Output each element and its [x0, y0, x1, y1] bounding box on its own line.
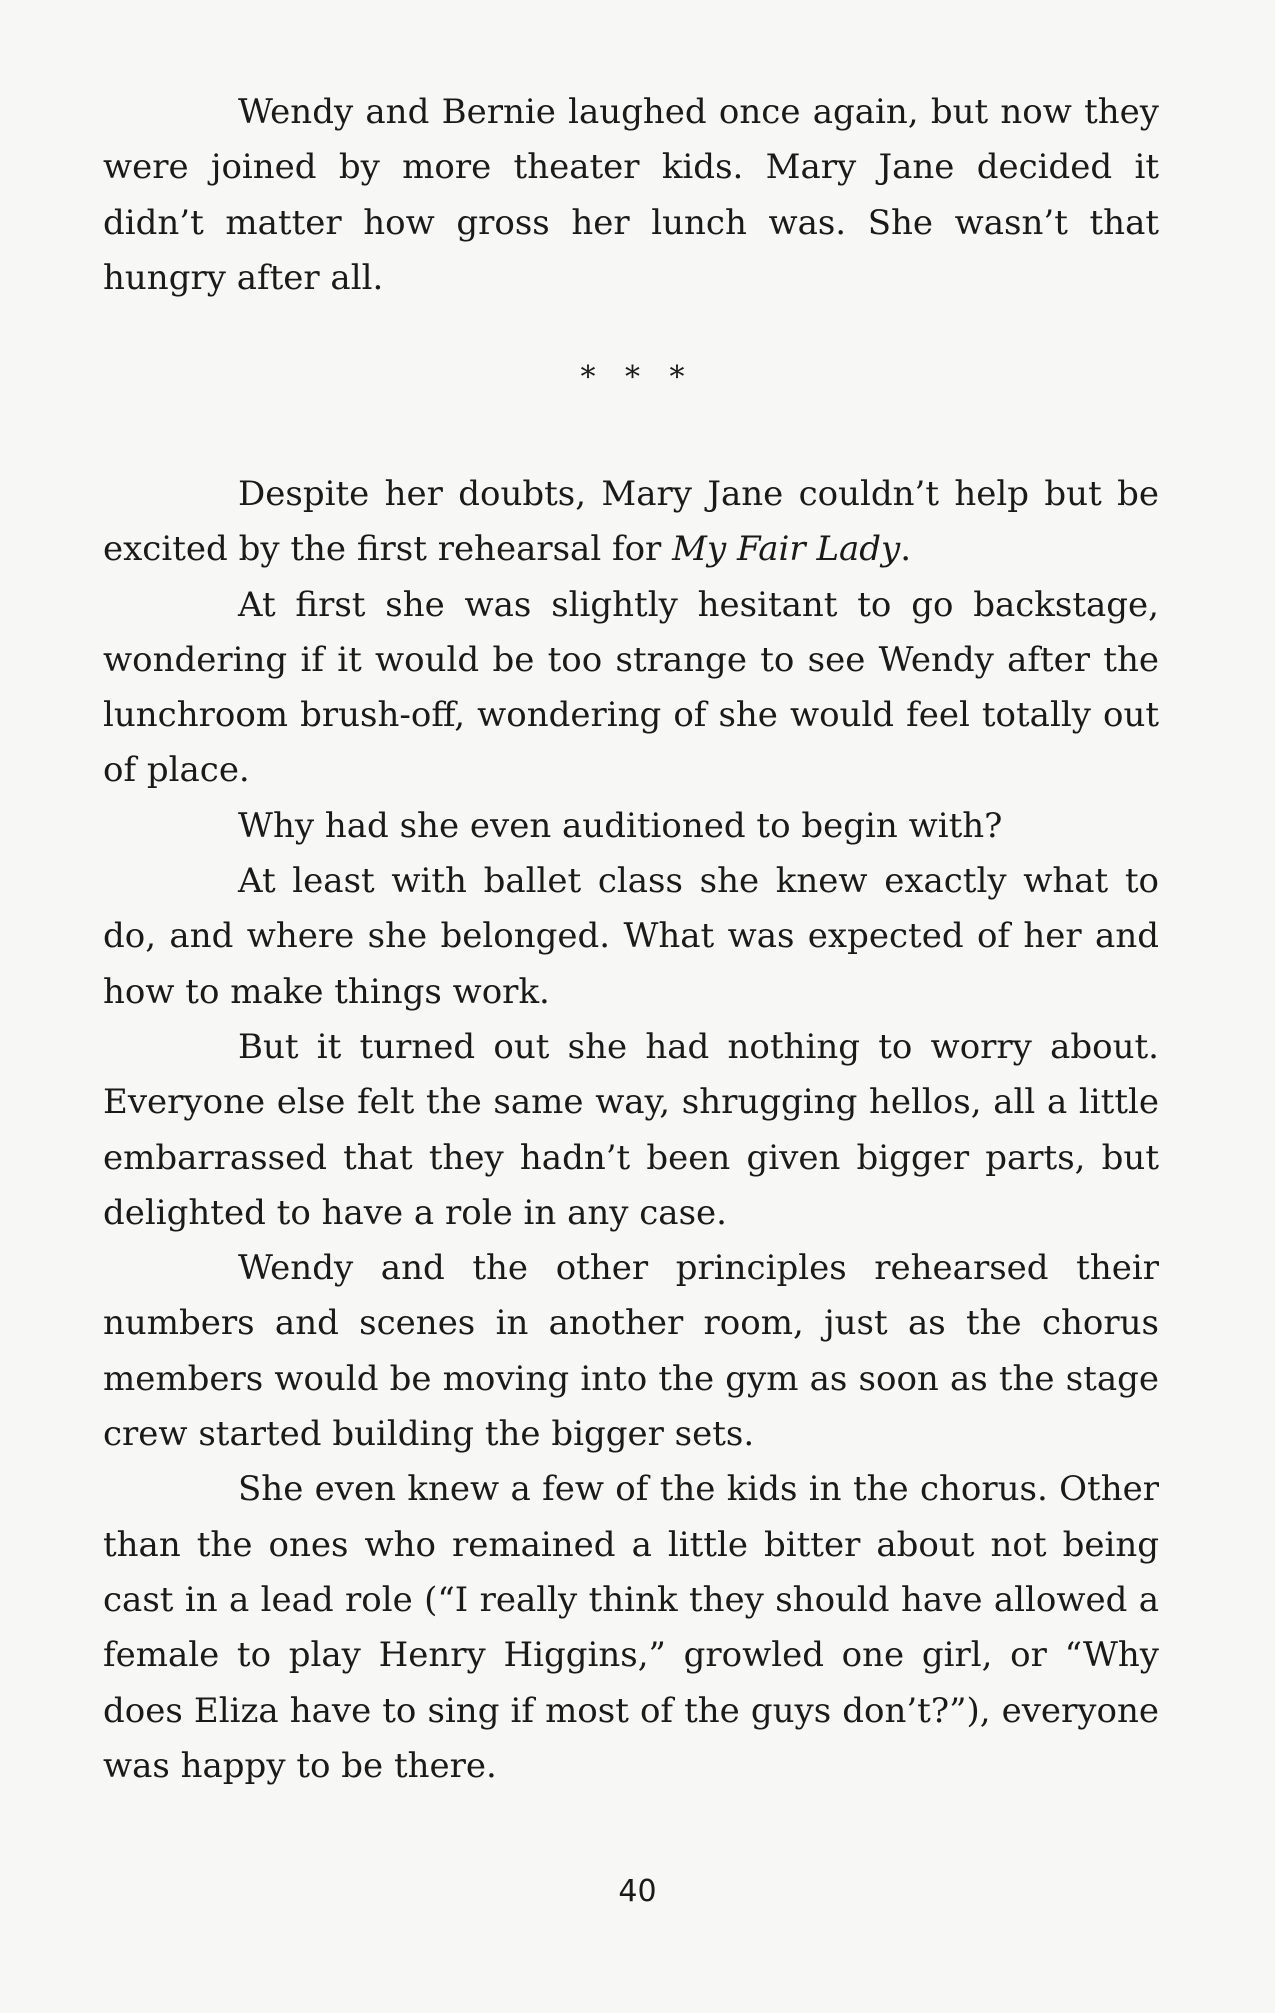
paragraph-rehearsal-text: Despite her doubts, Mary Jane couldn’t help but be excited by the first rehearsal for — [103, 474, 1159, 570]
paragraph-continuation: Wendy and Bernie laughed once again, but now they were joined by more theater kids. Mary Jane decided it didn’t matter how gross her lunch was. She wasn’t that hungry after all. — [103, 92, 1159, 298]
text-block-top — [103, 85, 1159, 306]
paragraph-chorus: She even knew a few of the kids in the chorus. Other than the ones who remained a little bitter about not being cast in a lead role (“I really think they should have allowed a female to play Henry Higgins,” growled one girl, or “Why does Eliza have to sing if most of the guys don’t?”), everyone was happy to be there. — [103, 1469, 1159, 1786]
page-number: 40 — [618, 1874, 657, 1909]
paragraph-rehearsal — [103, 467, 1159, 578]
text-block-main — [103, 467, 1159, 1794]
section-separator: * * * — [580, 360, 695, 395]
paragraph-principles: Wendy and the other principles rehearsed their numbers and scenes in another room, just as the chorus members would be moving into the gym as soon as the stage crew started building the bigger sets. — [103, 1248, 1159, 1455]
paragraph-rehearsal-end: . — [900, 529, 912, 570]
paragraph-why: Why had she even auditioned to begin with? — [238, 805, 1003, 846]
paragraph-hesitant: At first she was slightly hesitant to go backstage, wondering if it would be too strange to see Wendy after the lunchroom brush-off, wondering of she would feel totally out of place. — [103, 584, 1159, 791]
play-title: My Fair Lady — [672, 529, 901, 570]
paragraph-nothing-to-worry: But it turned out she had nothing to worry about. Everyone else felt the same way, shrugging hellos, all a little embarrassed that they hadn’t been given bigger parts, but delighted to have a role in any case. — [103, 1026, 1159, 1233]
paragraph-ballet: At least with ballet class she knew exactly what to do, and where she belonged. What was expected of her and how to make things work. — [103, 861, 1159, 1012]
